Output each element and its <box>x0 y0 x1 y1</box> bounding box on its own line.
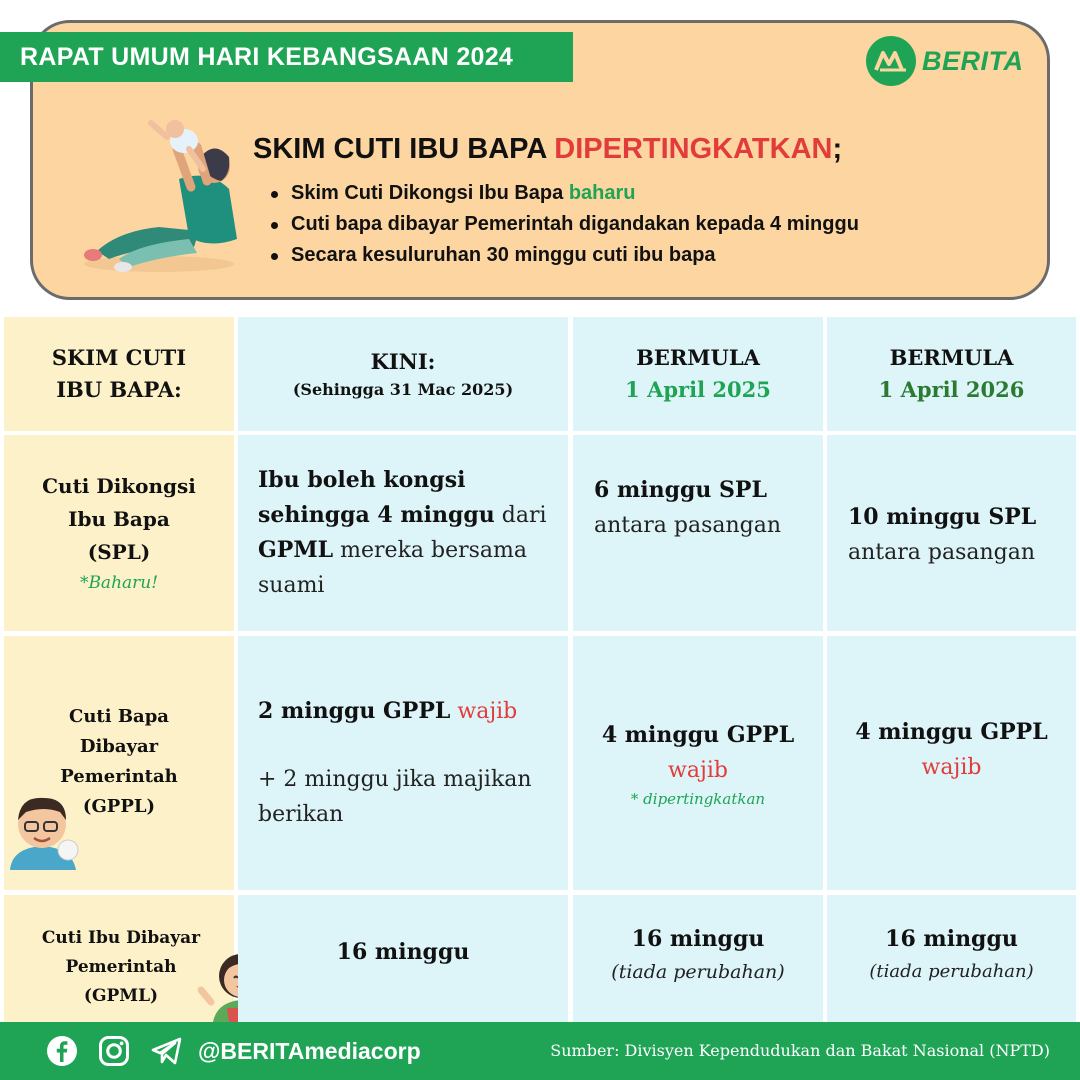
gpml-2025-cell <box>573 895 823 1022</box>
bullet-item <box>271 178 859 209</box>
gpml-2026-value: 16 minggu <box>885 926 1018 952</box>
gppl-now-mandatory: wajib <box>457 699 518 724</box>
spl-now-text <box>258 463 548 603</box>
row-label-gppl <box>4 636 234 890</box>
instagram-icon[interactable] <box>98 1035 130 1067</box>
bullet-text: Secara kesuluruhan 30 minggu cuti ibu bapa <box>291 244 716 266</box>
gpml-2026-text <box>885 922 1018 957</box>
gppl-2025-cell <box>573 636 823 890</box>
gppl-now-cell <box>238 636 568 890</box>
gppl-2025-bold <box>602 718 794 753</box>
bullet-text: Cuti bapa dibayar Pemerintah digandakan kepada 4 minggu <box>291 213 859 235</box>
table-corner-cell <box>4 317 234 431</box>
gpml-2025-note: (tiada perubahan) <box>611 961 785 983</box>
event-banner: RAPAT UMUM HARI KEBANGSAAN 2024 <box>0 32 573 82</box>
headline-suffix: ; <box>832 133 843 165</box>
bullet-item <box>271 240 859 271</box>
gpml-now-value: 16 minggu <box>336 939 470 965</box>
gppl-2025-mandatory: wajib <box>668 758 728 783</box>
column-header-2026 <box>827 317 1076 431</box>
spl-2025-cell <box>573 435 823 631</box>
spl-label: Cuti Dikongsi Ibu Bapa (SPL) <box>42 473 196 564</box>
telegram-icon[interactable] <box>150 1035 184 1067</box>
gpml-now-cell <box>238 895 568 1022</box>
spl-now-plain: dari <box>494 503 547 528</box>
column-2025-date: 1 April 2025 <box>625 377 771 402</box>
spl-2026-bold: 10 minggu SPL <box>848 504 1037 530</box>
table-corner-label: SKIM CUTI IBU BAPA: <box>51 345 187 402</box>
summary-bullets <box>271 178 859 271</box>
gppl-2025-value: 4 minggu GPPL <box>601 722 795 748</box>
family-illustration <box>79 119 249 279</box>
column-header-2025 <box>573 317 823 431</box>
column-now-subtitle: (Sehingga 31 Mac 2025) <box>292 380 514 399</box>
spl-2025-text <box>594 473 823 543</box>
spl-new-badge: *Baharu! <box>79 572 159 593</box>
father-illustration <box>4 786 86 870</box>
brand-name: BERITA <box>922 45 1024 76</box>
column-header-now <box>238 317 568 431</box>
headline <box>253 133 842 166</box>
headline-accent: DIPERTINGKATKAN <box>554 133 833 165</box>
spl-2025-bold: 6 minggu SPL <box>594 477 767 503</box>
bullet-text: Skim Cuti Dikongsi Ibu Bapa <box>291 182 569 204</box>
column-2026-date: 1 April 2026 <box>878 377 1025 402</box>
gppl-now-main <box>258 694 568 729</box>
spl-2025-plain: antara pasangan <box>594 513 782 538</box>
spl-2026-plain: antara pasangan <box>848 540 1036 565</box>
gppl-2026-value: 4 minggu GPPL <box>855 719 1048 745</box>
bullet-highlight: baharu <box>568 182 636 204</box>
social-icons <box>46 1035 184 1067</box>
brand-logo <box>866 36 1024 86</box>
gpml-label: Cuti Ibu Dibayar Pemerintah (GPML) <box>41 928 201 1006</box>
spl-now-plain-end: mereka bersama suami <box>258 538 528 598</box>
spl-2026-cell <box>827 435 1076 631</box>
gpml-now-text <box>337 935 470 970</box>
gpml-2025-value: 16 minggu <box>631 926 765 952</box>
footer-bar <box>0 1022 1080 1080</box>
column-now-title: KINI: <box>370 349 436 374</box>
gppl-2026-bold <box>855 715 1047 750</box>
source-credit: Sumber: Divisyen Kependudukan dan Bakat Nasional (NPTD) <box>550 1041 1050 1060</box>
headline-prefix: SKIM CUTI IBU BAPA <box>253 133 555 165</box>
spl-now-bold: Ibu boleh kongsi sehingga 4 minggu <box>258 467 495 528</box>
gppl-label: Cuti Bapa Dibayar Pemerintah (GPPL) <box>60 706 178 817</box>
gpml-2026-cell <box>827 895 1076 1022</box>
gpml-2026-note: (tiada perubahan) <box>869 961 1034 982</box>
gppl-2025-note: * dipertingkatkan <box>630 790 766 808</box>
spl-now-bold-gpml: GPML <box>258 537 334 563</box>
column-2025-title: BERMULA <box>636 345 760 370</box>
row-label-spl <box>4 435 234 631</box>
gppl-now-bold: 2 minggu GPPL <box>258 698 451 724</box>
spl-now-cell <box>238 435 568 631</box>
column-2026-title: BERMULA <box>889 345 1014 370</box>
bullet-item <box>271 209 859 240</box>
social-handle[interactable]: @BERITAmediacorp <box>198 1038 421 1064</box>
gppl-2026-cell <box>827 636 1076 890</box>
gpml-2025-text <box>632 922 765 957</box>
facebook-icon[interactable] <box>46 1035 78 1067</box>
spl-2026-text <box>848 500 1076 570</box>
brand-mark-icon <box>866 36 916 86</box>
gppl-now-extra: + 2 minggu jika majikan berikan <box>258 767 532 827</box>
gppl-2026-mandatory: wajib <box>921 755 982 780</box>
